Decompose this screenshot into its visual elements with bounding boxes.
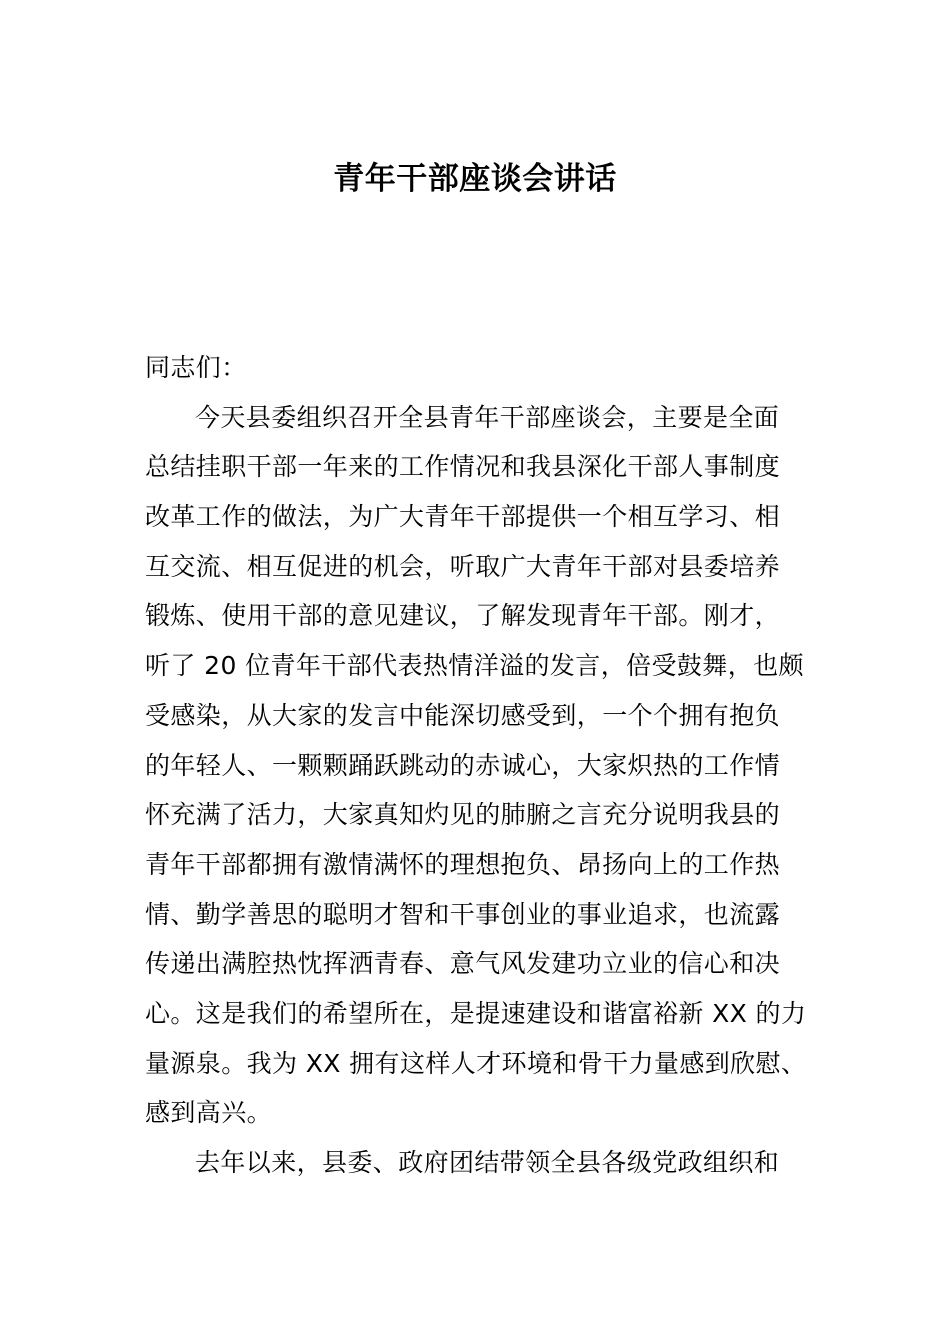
paragraph-line: 青年干部都拥有激情满怀的理想抱负、昂扬向上的工作热 — [145, 849, 781, 879]
paragraph-line: 听了 20 位青年干部代表热情洋溢的发言，倍受鼓舞，也颇 — [145, 651, 804, 681]
paragraph-2 — [145, 1138, 815, 1188]
paragraph-line: 去年以来，县委、政府团结带领全县各级党政组织和 — [195, 1148, 780, 1177]
document-body — [145, 343, 815, 1188]
paragraph-line: 怀充满了活力，大家真知灼见的肺腑之言充分说明我县的 — [145, 800, 781, 830]
paragraph-line: 量源泉。我为 XX 拥有这样人才环境和骨干力量感到欣慰、 — [145, 1048, 807, 1078]
paragraph-line: 总结挂职干部一年来的工作情况和我县深化干部人事制度 — [145, 452, 781, 482]
paragraph-line: 感到高兴。 — [145, 1098, 273, 1128]
paragraph-line: 互交流、相互促进的机会，听取广大青年干部对县委培养 — [145, 551, 781, 581]
paragraph-line: 心。这是我们的希望所在，是提速建设和谐富裕新 XX 的力 — [145, 998, 807, 1028]
paragraph-line: 的年轻人、一颗颗踊跃跳动的赤诚心，大家炽热的工作情 — [145, 750, 781, 780]
document-title: 青年干部座谈会讲话 — [333, 161, 617, 197]
paragraph-line: 传递出满腔热忱挥洒青春、意气风发建功立业的信心和决 — [145, 949, 781, 979]
paragraph-line: 今天县委组织召开全县青年干部座谈会，主要是全面 — [195, 402, 780, 432]
paragraph-1 — [145, 393, 815, 1138]
paragraph-line: 情、勤学善思的聪明才智和干事创业的事业追求，也流露 — [145, 899, 781, 929]
salutation: 同志们： — [145, 353, 247, 382]
paragraph-line: 受感染，从大家的发言中能深切感受到，一个个拥有抱负 — [145, 700, 781, 730]
paragraph-line: 改革工作的做法，为广大青年干部提供一个相互学习、相 — [145, 502, 781, 532]
paragraph-line: 锻炼、使用干部的意见建议，了解发现青年干部。刚才， — [145, 601, 781, 631]
